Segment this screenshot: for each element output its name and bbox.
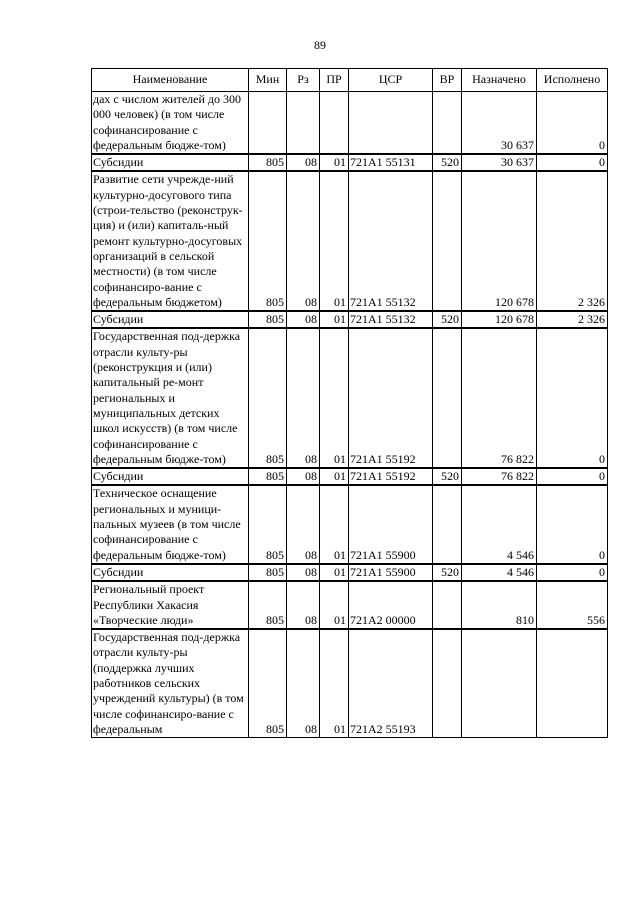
cell-name: Развитие сети учрежде-ний культурно-досугового типа (строи-тельство (реконструк-ция) и (или) капиталь-ный ремонт культурно-досуговых организаций в сельской местности) (в том числе софинансиро-вание с федеральным бюджетом) bbox=[92, 171, 249, 311]
cell-csr: 721А1 55192 bbox=[349, 468, 433, 485]
cell-pr: 01 bbox=[320, 485, 349, 563]
cell-assigned: 76 822 bbox=[462, 328, 537, 468]
cell-name: Субсидии bbox=[92, 311, 249, 328]
cell-csr: 721А1 55132 bbox=[349, 311, 433, 328]
cell-rz bbox=[287, 92, 320, 155]
cell-pr: 01 bbox=[320, 171, 349, 311]
cell-vr: 520 bbox=[433, 154, 462, 171]
cell-min: 805 bbox=[249, 485, 287, 563]
cell-vr bbox=[433, 581, 462, 629]
cell-rz: 08 bbox=[287, 154, 320, 171]
cell-pr: 01 bbox=[320, 629, 349, 738]
cell-rz: 08 bbox=[287, 485, 320, 563]
cell-executed bbox=[537, 629, 608, 738]
cell-executed: 0 bbox=[537, 328, 608, 468]
cell-assigned bbox=[462, 629, 537, 738]
cell-name: Субсидии bbox=[92, 564, 249, 581]
cell-vr bbox=[433, 328, 462, 468]
table-body bbox=[92, 92, 608, 738]
cell-min: 805 bbox=[249, 171, 287, 311]
cell-name: Государственная под-держка отрасли культу-ры (реконструкция и (или) капитальный ре-монт региональных и муниципальных детских школ искусств) (в том числе софинансирование с федеральным бюдже-том) bbox=[92, 328, 249, 468]
cell-vr bbox=[433, 92, 462, 155]
table-row bbox=[92, 564, 608, 581]
cell-assigned: 810 bbox=[462, 581, 537, 629]
table-row bbox=[92, 171, 608, 311]
cell-pr: 01 bbox=[320, 311, 349, 328]
cell-min: 805 bbox=[249, 581, 287, 629]
cell-name: Региональный проект Республики Хакасия «Творческие люди» bbox=[92, 581, 249, 629]
cell-rz: 08 bbox=[287, 564, 320, 581]
cell-executed: 0 bbox=[537, 154, 608, 171]
cell-csr: 721А1 55900 bbox=[349, 485, 433, 563]
cell-vr bbox=[433, 171, 462, 311]
cell-assigned: 4 546 bbox=[462, 485, 537, 563]
page-number: 89 bbox=[314, 38, 326, 52]
table-row bbox=[92, 311, 608, 328]
header-rz: Рз bbox=[287, 69, 320, 92]
cell-vr: 520 bbox=[433, 311, 462, 328]
cell-rz: 08 bbox=[287, 328, 320, 468]
cell-min bbox=[249, 92, 287, 155]
cell-assigned: 30 637 bbox=[462, 92, 537, 155]
table-header-row bbox=[92, 69, 608, 92]
table-row bbox=[92, 328, 608, 468]
cell-name: Государственная под-держка отрасли культу-ры (поддержка лучших работников сельских учреждений культуры) (в том числе софинансиро-вание с федеральным bbox=[92, 629, 249, 738]
cell-executed: 2 326 bbox=[537, 311, 608, 328]
cell-executed: 2 326 bbox=[537, 171, 608, 311]
cell-assigned: 76 822 bbox=[462, 468, 537, 485]
cell-assigned: 4 546 bbox=[462, 564, 537, 581]
header-assigned: Назначено bbox=[462, 69, 537, 92]
cell-min: 805 bbox=[249, 154, 287, 171]
cell-rz: 08 bbox=[287, 468, 320, 485]
header-name: Наименование bbox=[92, 69, 249, 92]
cell-rz: 08 bbox=[287, 581, 320, 629]
cell-csr: 721А1 55192 bbox=[349, 328, 433, 468]
cell-name: дах с числом жителей до 300 000 человек) (в том числе софинансирование с федеральным бюдже-том) bbox=[92, 92, 249, 155]
table-row bbox=[92, 629, 608, 738]
cell-pr bbox=[320, 92, 349, 155]
header-pr: ПР bbox=[320, 69, 349, 92]
cell-executed: 0 bbox=[537, 485, 608, 563]
cell-min: 805 bbox=[249, 311, 287, 328]
cell-csr bbox=[349, 92, 433, 155]
cell-assigned: 120 678 bbox=[462, 311, 537, 328]
header-csr: ЦСР bbox=[349, 69, 433, 92]
cell-csr: 721А2 00000 bbox=[349, 581, 433, 629]
cell-name: Субсидии bbox=[92, 154, 249, 171]
cell-csr: 721А1 55900 bbox=[349, 564, 433, 581]
cell-pr: 01 bbox=[320, 581, 349, 629]
cell-executed: 0 bbox=[537, 468, 608, 485]
cell-pr: 01 bbox=[320, 154, 349, 171]
cell-csr: 721А1 55132 bbox=[349, 171, 433, 311]
cell-assigned: 120 678 bbox=[462, 171, 537, 311]
table-row bbox=[92, 485, 608, 563]
cell-name: Субсидии bbox=[92, 468, 249, 485]
cell-executed: 0 bbox=[537, 564, 608, 581]
cell-executed: 556 bbox=[537, 581, 608, 629]
cell-vr: 520 bbox=[433, 468, 462, 485]
cell-rz: 08 bbox=[287, 311, 320, 328]
cell-assigned: 30 637 bbox=[462, 154, 537, 171]
budget-table bbox=[91, 68, 608, 738]
cell-pr: 01 bbox=[320, 468, 349, 485]
table-row bbox=[92, 92, 608, 155]
cell-vr bbox=[433, 485, 462, 563]
header-vr: ВР bbox=[433, 69, 462, 92]
cell-rz: 08 bbox=[287, 629, 320, 738]
cell-name: Техническое оснащение региональных и муници-пальных музеев (в том числе софинансирование с федеральным бюдже-том) bbox=[92, 485, 249, 563]
cell-csr: 721А1 55131 bbox=[349, 154, 433, 171]
cell-min: 805 bbox=[249, 328, 287, 468]
cell-min: 805 bbox=[249, 564, 287, 581]
table-row bbox=[92, 581, 608, 629]
cell-vr: 520 bbox=[433, 564, 462, 581]
header-min: Мин bbox=[249, 69, 287, 92]
cell-csr: 721А2 55193 bbox=[349, 629, 433, 738]
cell-min: 805 bbox=[249, 629, 287, 738]
table-row bbox=[92, 154, 608, 171]
cell-pr: 01 bbox=[320, 328, 349, 468]
cell-rz: 08 bbox=[287, 171, 320, 311]
cell-vr bbox=[433, 629, 462, 738]
cell-executed: 0 bbox=[537, 92, 608, 155]
table-row bbox=[92, 468, 608, 485]
cell-pr: 01 bbox=[320, 564, 349, 581]
cell-min: 805 bbox=[249, 468, 287, 485]
header-executed: Исполнено bbox=[537, 69, 608, 92]
